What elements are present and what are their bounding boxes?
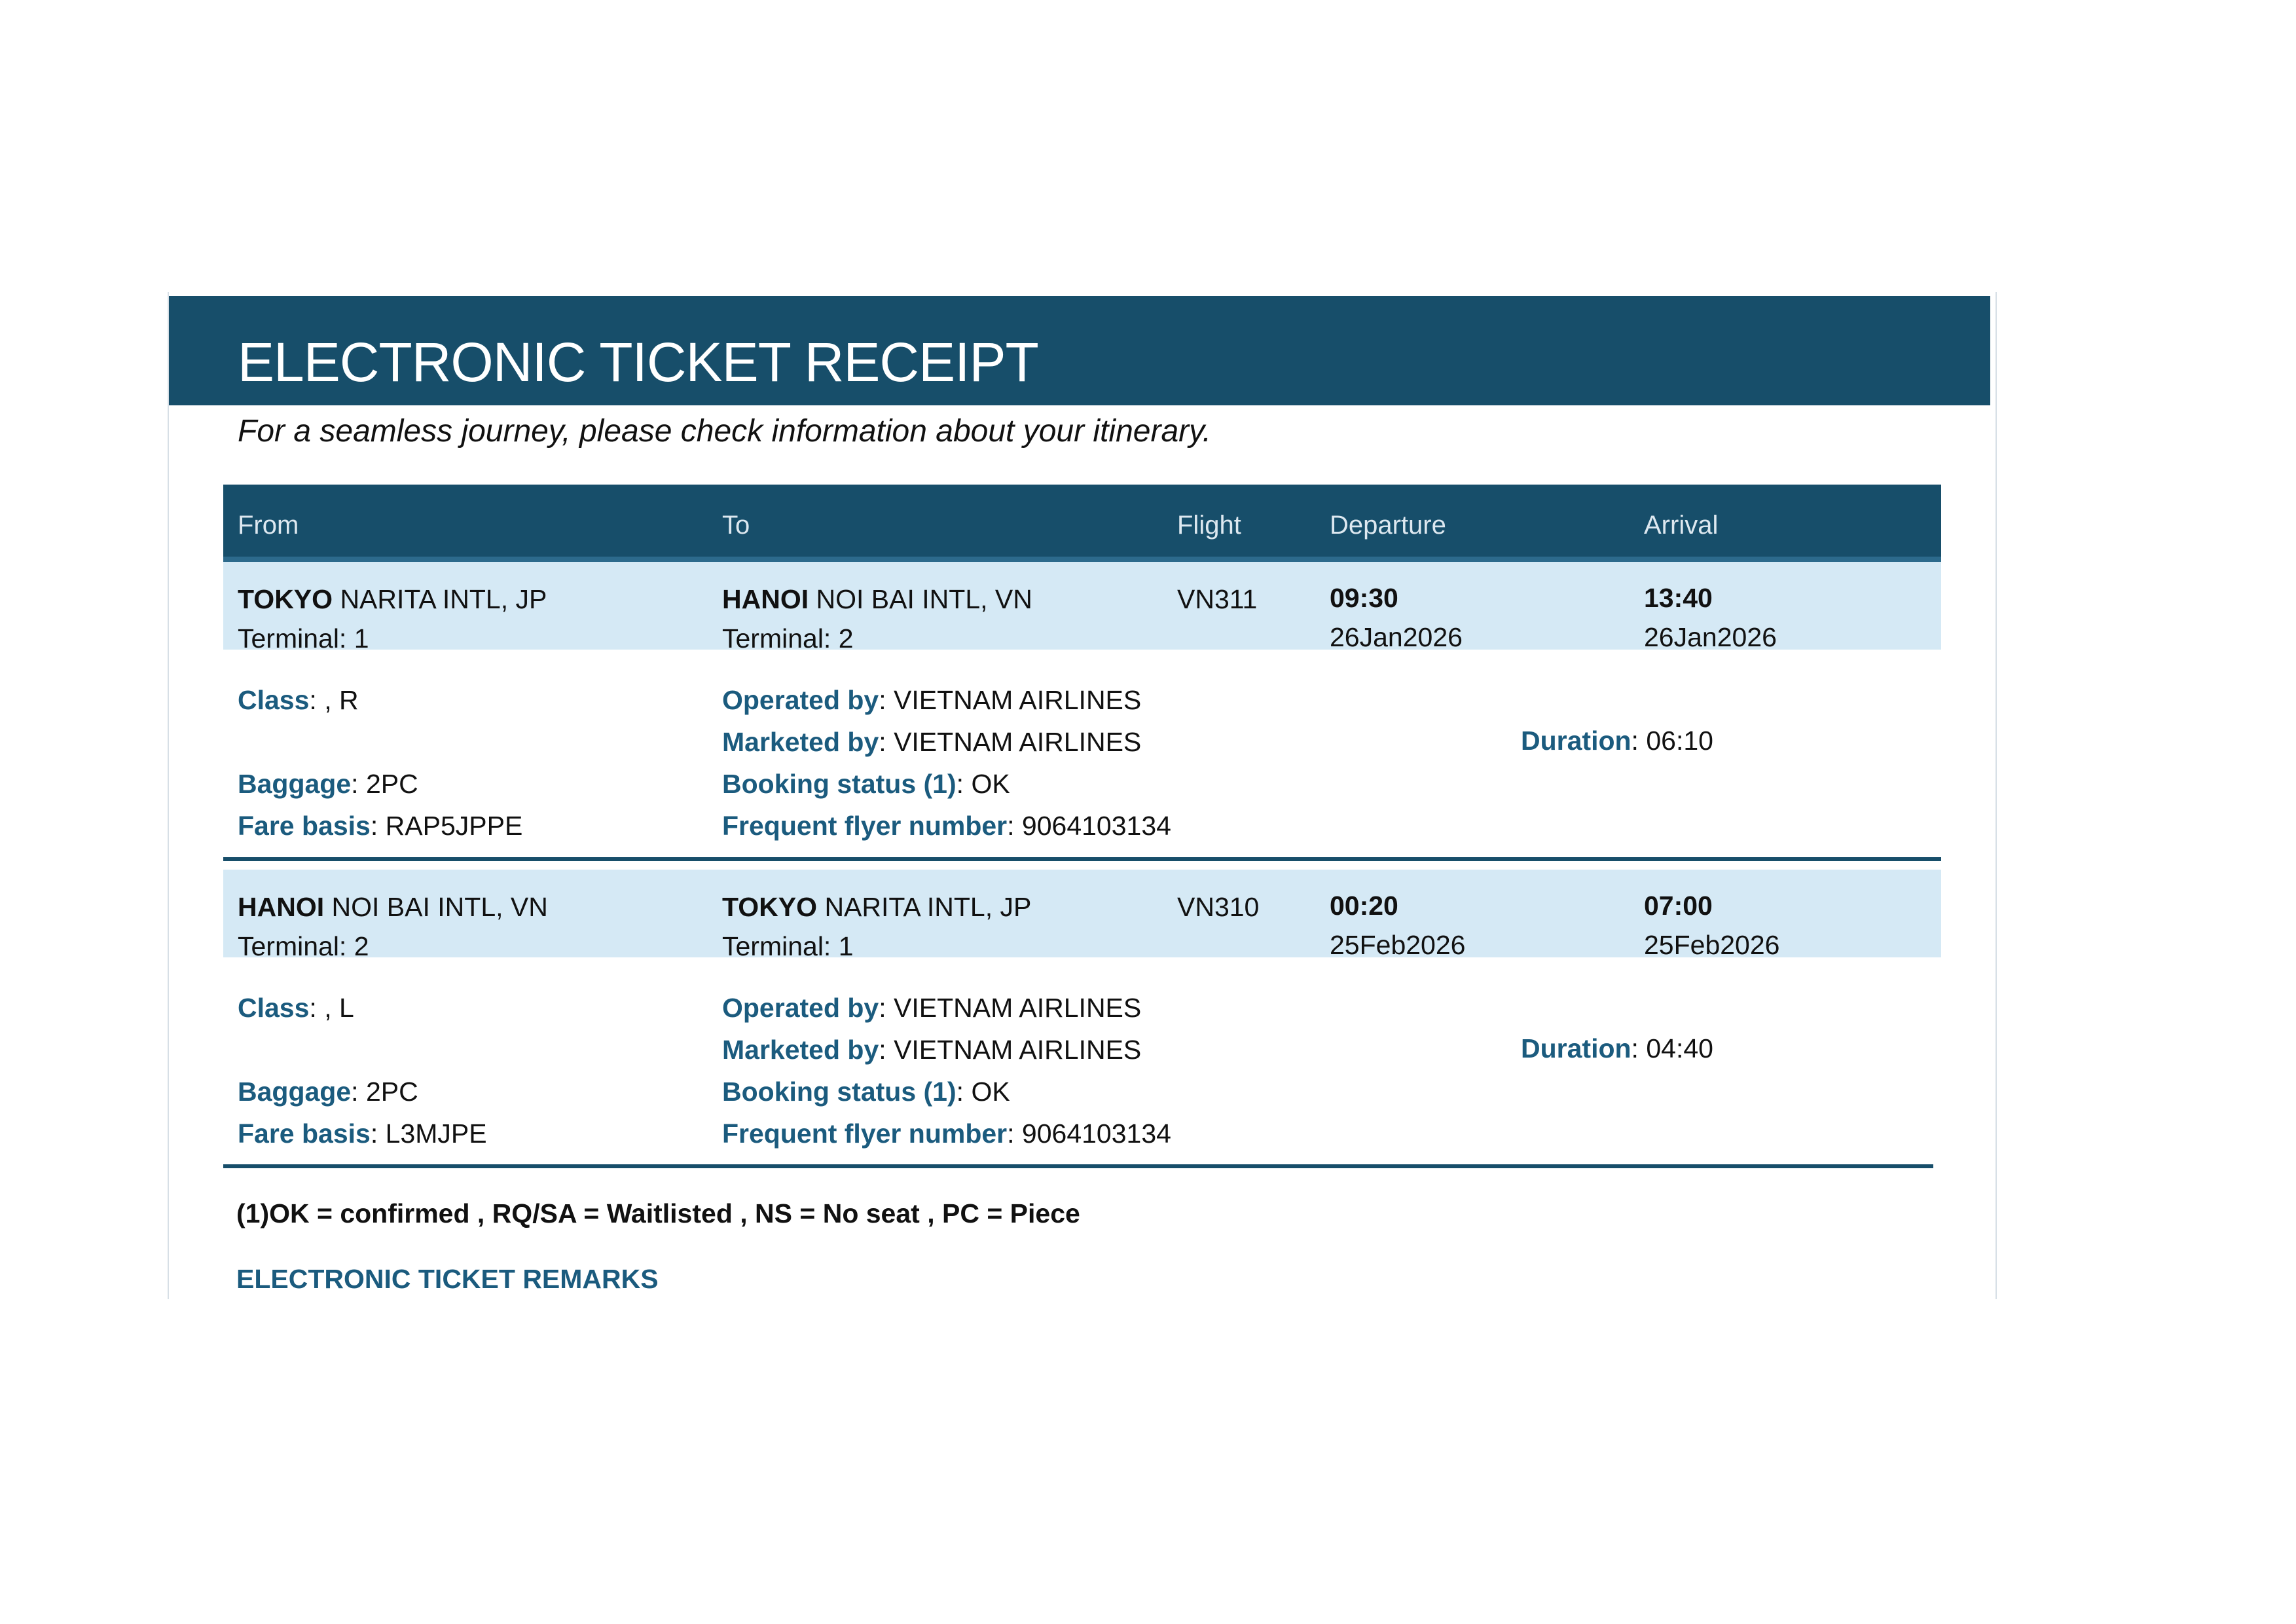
ticket-remarks-heading: ELECTRONIC TICKET REMARKS xyxy=(236,1264,659,1294)
class-value: , L xyxy=(324,993,354,1023)
operated-by-info: Operated by: VIETNAM AIRLINES xyxy=(722,685,1142,715)
receipt-subtitle: For a seamless journey, please check information about your itinerary. xyxy=(238,414,1211,449)
departure-time: 00:20 xyxy=(1330,891,1398,921)
fare-basis-info: Fare basis: L3MJPE xyxy=(238,1118,487,1149)
receipt-title: ELECTRONIC TICKET RECEIPT xyxy=(238,331,1038,393)
baggage-label: Baggage xyxy=(238,1077,352,1107)
segment-divider xyxy=(223,857,1941,861)
destination-city: HANOI xyxy=(722,584,809,614)
operated-by-info: Operated by: VIETNAM AIRLINES xyxy=(722,993,1142,1023)
departure-date: 26Jan2026 xyxy=(1330,622,1463,652)
marketed-by-label: Marketed by xyxy=(722,1035,879,1065)
destination-terminal xyxy=(722,623,854,654)
receipt-banner xyxy=(169,296,1990,405)
duration-label: Duration xyxy=(1521,1033,1631,1063)
frequent-flyer-label: Frequent flyer number xyxy=(722,811,1008,841)
baggage-value: 2PC xyxy=(365,769,418,799)
class-info: Class: , R xyxy=(238,685,359,715)
destination xyxy=(722,892,1031,923)
arrival-time: 13:40 xyxy=(1644,583,1713,613)
booking-status-info: Booking status (1): OK xyxy=(722,769,1010,799)
frequent-flyer-value: 9064103134 xyxy=(1021,811,1171,841)
origin xyxy=(238,584,547,615)
destination-city: TOKYO xyxy=(722,892,818,922)
fare-basis-info: Fare basis: RAP5JPPE xyxy=(238,811,523,841)
booking-status-value: OK xyxy=(971,1077,1010,1107)
marketed-by-info: Marketed by: VIETNAM AIRLINES xyxy=(722,1035,1142,1065)
booking-status-label: Booking status (1) xyxy=(722,769,957,799)
operated-by-value: VIETNAM AIRLINES xyxy=(894,993,1142,1023)
column-header-flight: Flight xyxy=(1177,511,1241,540)
terminal-label: Terminal: xyxy=(238,931,347,961)
fare-basis-label: Fare basis xyxy=(238,1118,371,1149)
baggage-info: Baggage: 2PC xyxy=(238,769,418,799)
frequent-flyer-label: Frequent flyer number xyxy=(722,1118,1008,1149)
origin-terminal xyxy=(238,931,369,962)
class-value: , R xyxy=(324,685,359,715)
frequent-flyer-info: Frequent flyer number: 9064103134 xyxy=(722,1118,1171,1149)
ticket-receipt xyxy=(168,292,1997,1299)
flight-segment xyxy=(223,870,1941,1164)
destination-terminal xyxy=(722,931,854,962)
terminal-value: 1 xyxy=(354,623,369,654)
fare-basis-value: RAP5JPPE xyxy=(385,811,523,841)
duration-value: 06:10 xyxy=(1646,726,1713,756)
terminal-value: 1 xyxy=(838,931,854,961)
arrival-time: 07:00 xyxy=(1644,891,1713,921)
destination xyxy=(722,584,1032,615)
terminal-value: 2 xyxy=(354,931,369,961)
booking-status-label: Booking status (1) xyxy=(722,1077,957,1107)
frequent-flyer-info: Frequent flyer number: 9064103134 xyxy=(722,811,1171,841)
fare-basis-label: Fare basis xyxy=(238,811,371,841)
terminal-value: 2 xyxy=(838,623,854,654)
arrival-date: 26Jan2026 xyxy=(1644,622,1777,652)
class-info: Class: , L xyxy=(238,993,354,1023)
duration-info: Duration: 04:40 xyxy=(1521,1033,1713,1063)
operated-by-label: Operated by xyxy=(722,993,879,1023)
segment-summary-row xyxy=(223,870,1941,961)
terminal-label: Terminal: xyxy=(238,623,347,654)
booking-status-info: Booking status (1): OK xyxy=(722,1077,1010,1107)
column-header-to: To xyxy=(722,511,750,540)
column-header-from: From xyxy=(238,511,299,540)
marketed-by-info: Marketed by: VIETNAM AIRLINES xyxy=(722,727,1142,757)
terminal-label: Terminal: xyxy=(722,623,831,654)
class-label: Class xyxy=(238,993,310,1023)
terminal-label: Terminal: xyxy=(722,931,831,961)
duration-value: 04:40 xyxy=(1646,1033,1713,1063)
operated-by-value: VIETNAM AIRLINES xyxy=(894,685,1142,715)
class-label: Class xyxy=(238,685,310,715)
baggage-label: Baggage xyxy=(238,769,352,799)
duration-label: Duration xyxy=(1521,726,1631,756)
table-bottom-divider xyxy=(223,1164,1933,1168)
origin-city: TOKYO xyxy=(238,584,333,614)
flight-segment xyxy=(223,562,1941,870)
arrival-date: 25Feb2026 xyxy=(1644,930,1780,960)
booking-status-value: OK xyxy=(971,769,1010,799)
duration-info: Duration: 06:10 xyxy=(1521,726,1713,756)
destination-airport: NOI BAI INTL, VN xyxy=(816,584,1032,614)
marketed-by-value: VIETNAM AIRLINES xyxy=(894,1035,1142,1065)
column-header-arrival: Arrival xyxy=(1644,511,1719,540)
itinerary-table-header xyxy=(223,485,1941,562)
departure-date: 25Feb2026 xyxy=(1330,930,1466,960)
destination-airport: NARITA INTL, JP xyxy=(824,892,1032,922)
fare-basis-value: L3MJPE xyxy=(385,1118,487,1149)
origin-airport: NOI BAI INTL, VN xyxy=(331,892,548,922)
booking-status-legend: (1)OK = confirmed , RQ/SA = Waitlisted , NS = No seat , PC = Piece xyxy=(236,1198,1080,1228)
baggage-info: Baggage: 2PC xyxy=(238,1077,418,1107)
marketed-by-label: Marketed by xyxy=(722,727,879,757)
frequent-flyer-value: 9064103134 xyxy=(1021,1118,1171,1149)
operated-by-label: Operated by xyxy=(722,685,879,715)
origin xyxy=(238,892,548,923)
column-header-departure: Departure xyxy=(1330,511,1446,540)
segment-summary-row xyxy=(223,562,1941,654)
origin-city: HANOI xyxy=(238,892,325,922)
marketed-by-value: VIETNAM AIRLINES xyxy=(894,727,1142,757)
flight-number: VN311 xyxy=(1177,584,1258,614)
flight-number: VN310 xyxy=(1177,892,1260,922)
origin-terminal xyxy=(238,623,369,654)
baggage-value: 2PC xyxy=(365,1077,418,1107)
departure-time: 09:30 xyxy=(1330,583,1398,613)
origin-airport: NARITA INTL, JP xyxy=(340,584,547,614)
itinerary-table xyxy=(223,485,1941,1173)
